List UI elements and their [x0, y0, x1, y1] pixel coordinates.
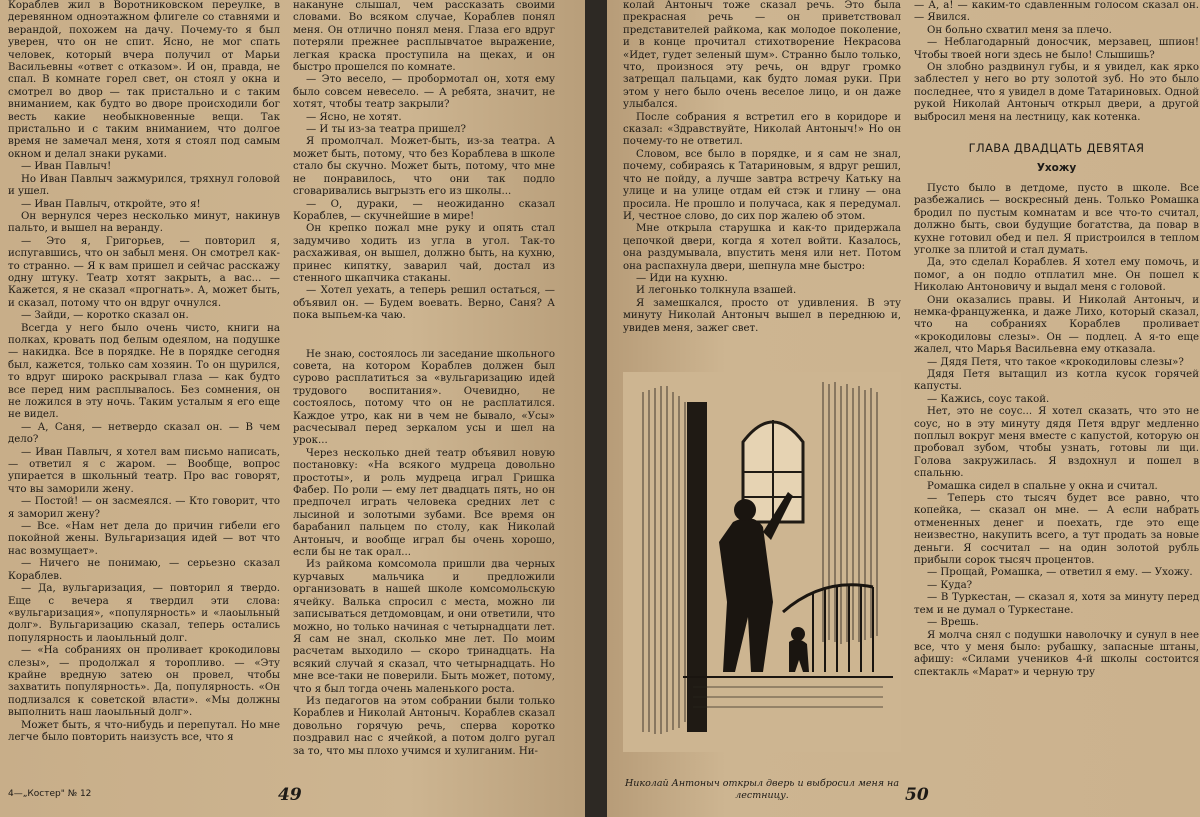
illustration-stairwell	[623, 372, 901, 752]
paragraph: Не знаю, состоялось ли заседание школьного совета, на котором Кораблев должен был сурово расплатиться за «вульгаризацию идей трудового воспитания». Очевидно, не состоялось, потому что он не расплатился. Каждое утро, как ни в чем не бывало, «Усы» расчесывал перед зеркалом усы и шел на урок...	[293, 348, 555, 447]
right-page-column-1	[623, 0, 901, 335]
paragraph: Я промолчал. Может-быть, из-за театра. А может быть, потому, что без Кораблева в школе стало бы скучно. Может быть, потому, что мне не понравилось, что они так подло сговаривались выгрызть его из школы...	[293, 136, 555, 198]
paragraph: — Кажись, соус такой.	[927, 393, 1050, 405]
paragraph: Да, это сделал Кораблев. Я хотел ему помочь, и помог, а он подло отплатил мне. Он пошел к Николаю Антоновичу и выдал меня с головой.	[914, 257, 1199, 294]
paragraph: Но Иван Павлыч зажмурился, тряхнул головой и ушел.	[8, 173, 280, 198]
paragraph: — Постой! — он засмеялся. — Кто говорит, что я заморил жену?	[8, 496, 280, 520]
paragraph: — Прощай, Ромашка, — ответил я ему. — Ухожу.	[927, 567, 1193, 579]
paragraph: Он вернулся через несколько минут, накинув пальто, и вышел на веранду.	[8, 210, 280, 235]
paragraph: — Все. «Нам нет дела до причин гибели его покойной жены. Вульгаризация идей — вот что нас возмущает».	[8, 521, 280, 557]
paragraph: — Иван Павлыч, я хотел вам письмо написать, — ответил я с жаром. — Вообще, вопрос упирается в школьный театр. Про вас говорят, что вы заморили жену.	[8, 446, 280, 495]
paragraph: Может быть, я что-нибудь и перепутал. Но мне легче было повторить наизусть все, что я	[8, 719, 280, 743]
paragraph: Он злобно раздвинул губы, и я увидел, как ярко заблестел у него во рту золотой зуб. Но это было последнее, что я увидел в доме Татариновых. Одной рукой Николай Антоныч открыл двери, а другой выбросил меня на лестницу, как котенка.	[914, 62, 1199, 123]
paragraph: Они оказались правы. И Николай Антоныч, и немка-француженка, и даже Лихо, который сказал, что на собраниях Кораблев проливает «крокодиловы слезы». Он — подлец. А я-то еще жалел, что Марья Васильевна ему отказала.	[914, 294, 1199, 356]
chapter-heading: ГЛАВА ДВАДЦАТЬ ДЕВЯТАЯ	[968, 141, 1145, 156]
left-page	[0, 0, 585, 817]
paragraph: — Иван Павлыч, откройте, это я!	[21, 198, 201, 210]
paragraph: Он крепко пожал мне руку и опять стал задумчиво ходить из угла в угол. Так-то расхаживая, он вышел, должно быть, на кухню, принес кипятку, заварил чай, достал из стенного шкапчика стаканы.	[293, 223, 555, 284]
paragraph: И легонько толкнула взашей.	[636, 285, 797, 297]
paragraph: — Куда?	[927, 579, 973, 591]
paragraph: Я замешкался, просто от удивления. В эту минуту Николай Антоныч вышел в переднюю и, увидев меня, зажег свет.	[623, 297, 901, 334]
paragraph: — О, дураки, — неожиданно сказал Кораблев, — скучнейшие в мире!	[293, 198, 555, 222]
paragraph: Я молча снял с подушки наволочку и сунул в нее все, что у меня было: рубашку, запасные штаны, афишу: «Силами учеников 4-й школы состоится спектакль «Марат» и черную тру	[914, 629, 1199, 678]
book-gutter	[585, 0, 607, 817]
paragraph: — «На собраниях он проливает крокодиловы слезы», — продолжал я торопливо. — «Эту крайне вредную затею он провел, чтобы захватить популярность». Да, популярность. «Он подлизался к советской власти». «Мы должны выполнить наш лаоыльный долг».	[8, 645, 280, 719]
page-number-49: 49	[278, 785, 302, 805]
paragraph: Он больно схватил меня за плечо.	[927, 24, 1112, 36]
left-page-column-2	[293, 0, 555, 758]
paragraph: Через несколько дней театр объявил новую постановку: «На всякого мудреца довольно простоты», и роль мудреца играл Гришка Фабер. По роли — ему лет двадцать пять, но он предпочел играть человека средних лет с лысиной и золотыми зубами. Все время он барабанил пальцем по столу, как Николай Антоныч, и вообще играл бы очень хорошо, если бы не так орал...	[293, 447, 555, 559]
left-page-column-1	[8, 0, 280, 744]
paragraph: — Да, вульгаризация, — повторил я твердо. Еще с вечера я твердил эти слова: «вульгаризация», «популярность» и «лаоыльный долг». Вульгаризацию сказал, теперь остались популярность и лаоыльный долг.	[8, 583, 280, 644]
paragraph: — Это я, Григорьев, — повторил я, испугавшись, что он забыл меня. Он смотрел как-то странно. — Я к вам пришел и сейчас расскажу одну штуку. Театр хотят закрыть, а вас... — Кажется, я не сказал «прогнать». А, может быть, и сказал, потому что он вдруг очнулся.	[8, 235, 280, 309]
paragraph: Мне открыла старушка и как-то придержала цепочкой двери, когда я хотел войти. Казалось, она раздумывала, впустить меня или нет. Потом она распахнула двери, шепнула мне быстро:	[623, 223, 901, 272]
paragraph: — Дядя Петя, что такое «крокодиловы слезы»?	[927, 356, 1184, 368]
paragraph: Пусто было в детдоме, пусто в школе. Все разбежались — воскресный день. Только Ромашка бродил по пустым комнатам и все что-то считал, должно быть, свои будущие богатства, да повар в кухне готовил обед и пел. Я пристроился в теплом уголке за плитой и стал думать.	[914, 182, 1199, 256]
right-page-column-2	[914, 0, 1199, 679]
section-break	[293, 323, 555, 349]
paragraph: — Врешь.	[927, 617, 979, 629]
paragraph: — Неблагодарный доносчик, мерзавец, шпион! Чтобы твоей ноги здесь не было! Слышишь?	[914, 37, 1199, 61]
illustration-drawing	[623, 372, 901, 752]
paragraph: колай Антоныч тоже сказал речь. Это была прекрасная речь — он приветствовал представителей райкома, как молодое поколение, и в конце прочитал стихотворение Некрасова «Идет, гудет зеленый шум». Странно было только, что, произнося эту речь, он вдруг громко затрещал пальцами, как будто ломая руки. При этом у него было очень веселое лицо, и он даже улыбался.	[623, 0, 901, 111]
chapter-subheading: Ухожу	[1036, 162, 1077, 175]
paragraph: — Хотел уехать, а теперь решил остаться, — объявил он. — Будем воевать. Верно, Саня? А пока выпьем-ка чаю.	[293, 285, 555, 322]
paragraph: После собрания я встретил его в коридоре и сказал: «Здравствуйте, Николай Антоныч!» Но он почему-то не ответил.	[623, 111, 901, 148]
paragraph: Нет, это не соус... Я хотел сказать, что это не соус, но в эту минуту дядя Петя вдруг медленно поплыл вокруг меня вместе с капустой, которую он пробовал зубом, чтобы узнать, готовы ли щи. Голова закружилась. Я вздохнул и пошел в спальню.	[914, 406, 1199, 480]
paragraph: Кораблев жил в Воротниковском переулке, в деревянном одноэтажном флигеле со ставнями и верандой, похожем на дачу. Почему-то я был уверен, что он не спит. Ясно, не мог спать человек, который вчера получил от Марьи Васильевны «ответ с отказом». И он, правда, не спал. В комнате горел свет, он стоял у окна и смотрел во двор — так пристально и с таким вниманием, как будто во дворе происходили бог весть какие необыкновенные вещи. Так пристально и с таким вниманием, что долгое время не замечал меня, хотя я стоял под самым окном и делал знаки руками.	[8, 0, 280, 160]
paragraph: Словом, все было в порядке, и я сам не знал, почему, собираясь к Татариновым, я вдруг решил, что не пойду, а лучше завтра встречу Катьку на улице и на улице отдам ей стэк и глину — она просила. Не прошло и получаса, как я передумал. И, честное слово, до сих пор жалею об этом.	[623, 148, 901, 222]
paragraph: — Иди на кухню.	[636, 272, 728, 284]
paragraph: Ромашка сидел в спальне у окна и считал.	[927, 480, 1158, 492]
illustration-caption: Николай Антоныч открыл дверь и выбросил меня на лестницу.	[625, 778, 899, 801]
paragraph: — А, а! — каким-то сдавленным голосом сказал он. — Явился.	[914, 0, 1199, 24]
paragraph: — Ясно, не хотят.	[306, 111, 402, 123]
paragraph: Из педагогов на этом собрании были только Кораблев и Николай Антоныч. Кораблев сказал довольно горячую речь, сперва коротко поздравил нас с ячейкой, а потом долго ругал за то, что мы плохо учимся и хулиганим. Ни-	[293, 695, 555, 757]
paragraph: — Иван Павлыч!	[21, 161, 112, 173]
paragraph: — Это весело, — пробормотал он, хотя ему было совсем невесело. — А ребята, значит, не хотят, чтобы театр закрыли?	[293, 74, 555, 111]
page-number-50: 50	[905, 785, 929, 805]
magazine-footer: 4—„Костер" № 12	[8, 789, 92, 799]
paragraph: — В Туркестан, — сказал я, хотя за минуту перед тем и не думал о Туркестане.	[914, 592, 1199, 616]
paragraph: — Зайди, — коротко сказал он.	[21, 310, 189, 322]
right-page	[607, 0, 1200, 817]
paragraph: — И ты из-за театра пришел?	[306, 124, 466, 136]
paragraph: — Теперь сто тысяч будет все равно, что копейка, — сказал он мне. — А если набрать отмененных денег и поехать, где это еще неизвестно, накупить всего, а тут продать за новые деньги. Я сосчитал — на один золотой рубль прибыли сорок тысяч процентов.	[914, 493, 1199, 567]
paragraph: Дядя Петя вытащил из котла кусок горячей капусты.	[914, 368, 1199, 393]
paragraph: наканyне слышал, чем рассказать своими словами. Во всяком случае, Кораблев понял меня. Он отлично понял меня. Глаза его вдруг потеряли прежнее расплывчатое выражение, легкая краска проступила на щеках, и он быстро прошелся по комнате.	[293, 0, 555, 74]
paragraph: — Ничего не понимаю, — серьезно сказал Кораблев.	[8, 558, 280, 582]
paragraph: — А, Саня, — нетвердо сказал он. — В чем дело?	[8, 421, 280, 446]
paragraph: Из райкома комсомола пришли два черных курчавых мальчика и предложили организовать в нашей школе комсомольскую ячейку. Валька спросил с места, можно ли записываться детдомовцам, и они ответили, что можно, но только начиная с четырнадцати лет. Я сам не знал, сколько мне лет. По моим расчетам выходило — скоро тринадцать. На всякий случай я сказал, что четырнадцать. Но мне все-таки не поверили. Быть может, потому, что я был тогда очень маленького роста.	[293, 559, 555, 695]
paragraph: Всегда у него было очень чисто, книги на полках, кровать под белым одеялом, на подушке — накидка. Все в порядке. Не в порядке сегодня был, кажется, только сам хозяин. То он щурился, то вдруг широко раскрывал глаза — как будто все перед ним расплывалось. Без сомнения, он не ложился в эту ночь. Таким усталым я его еще не видел.	[8, 322, 280, 421]
